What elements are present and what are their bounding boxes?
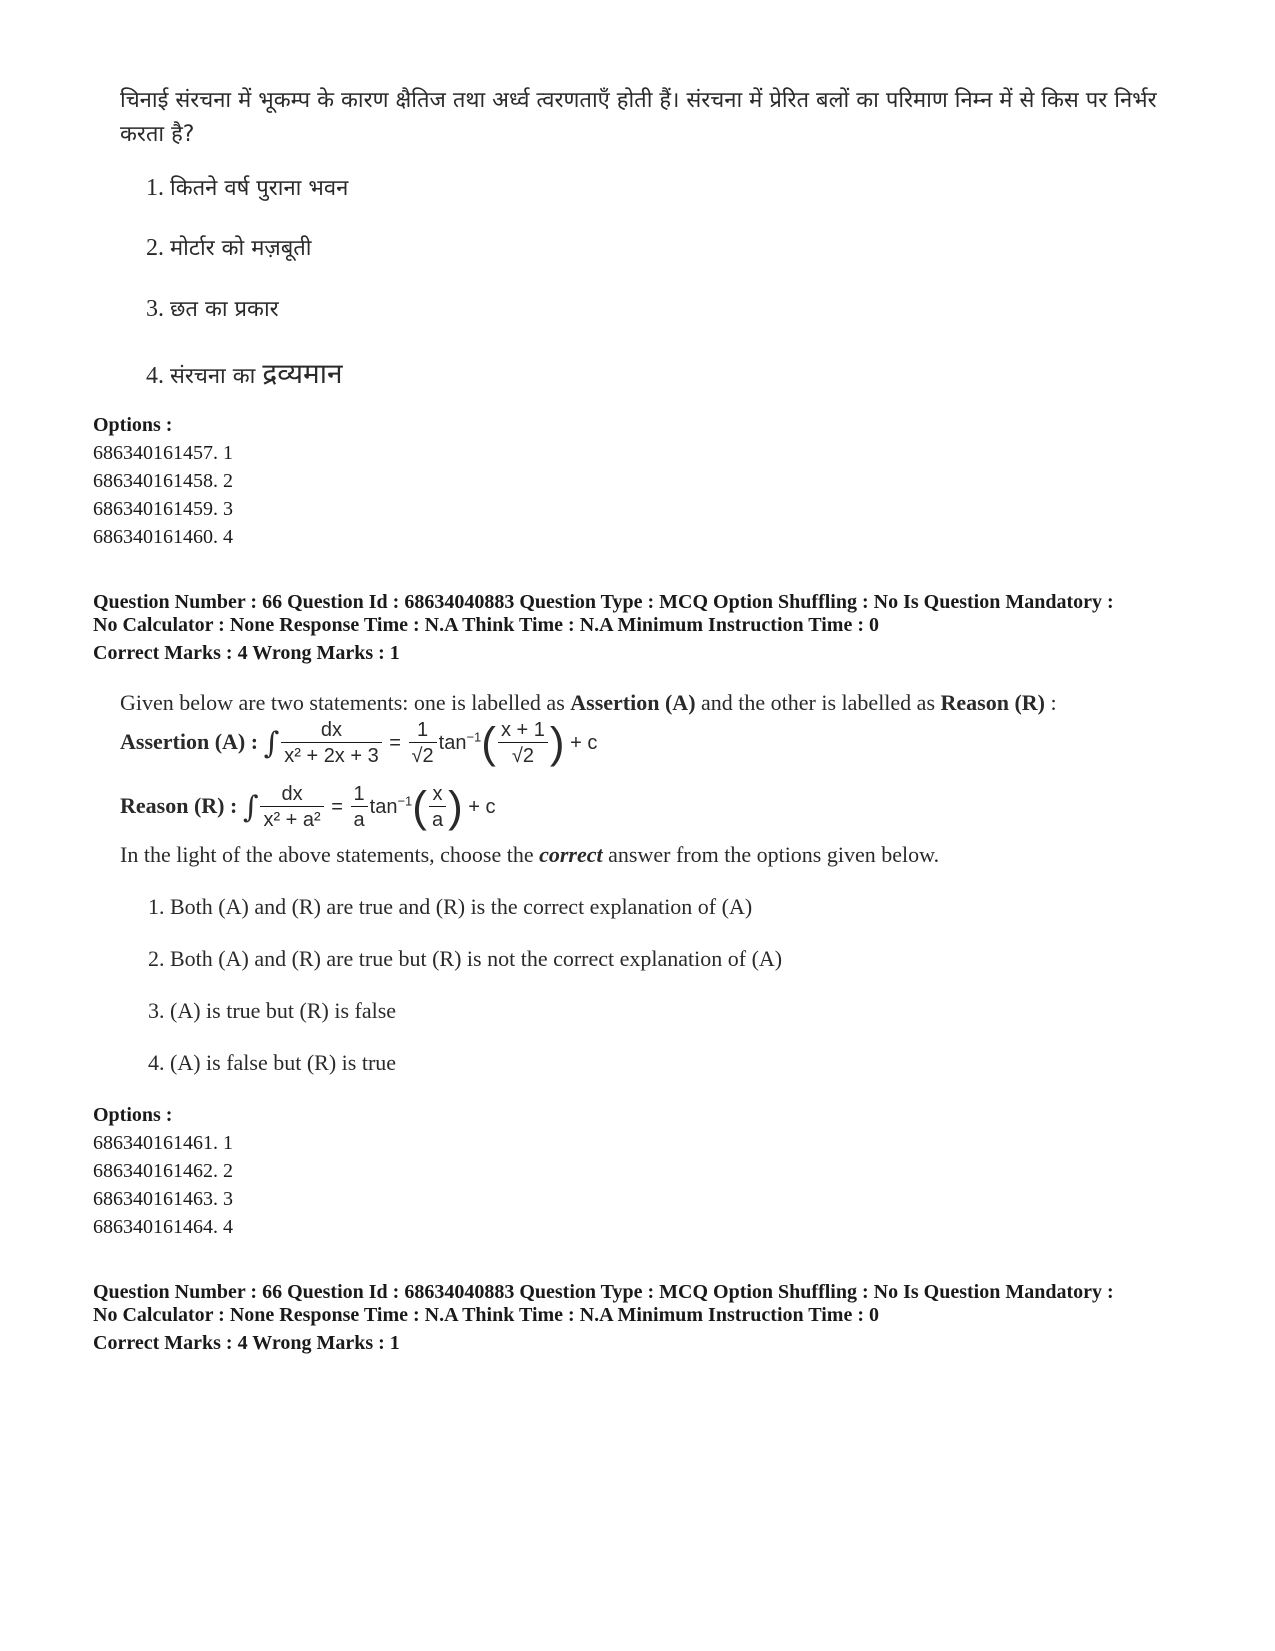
choice-4: 4. (A) is false but (R) is true [148, 1050, 397, 1075]
choice-number: 2. [146, 235, 164, 261]
marks-line: Correct Marks : 4 Wrong Marks : 1 [93, 1332, 400, 1354]
hindi-choice-3 [146, 293, 279, 323]
choice-number: 3. [146, 296, 164, 322]
marks-line: Correct Marks : 4 Wrong Marks : 1 [93, 642, 400, 664]
option-line: 686340161464. 4 [93, 1216, 233, 1238]
hindi-choice-1 [146, 172, 348, 202]
question-meta-line: No Calculator : None Response Time : N.A Think Time : N.A Minimum Instruction Time : 0 [93, 1304, 879, 1326]
instruction-line: In the light of the above statements, choose the correct answer from the options given below. [120, 842, 940, 867]
option-line: 686340161457. 1 [93, 442, 233, 464]
reason-statement [120, 782, 496, 833]
choice-text: संरचना का [170, 364, 256, 389]
choice-1: 1. Both (A) and (R) are true and (R) is the correct explanation of (A) [148, 894, 753, 919]
option-line: 686340161463. 3 [93, 1188, 233, 1210]
choice-text-large: द्रव्यमान [262, 357, 343, 390]
choice-text: छत का प्रकार [170, 297, 279, 322]
option-line: 686340161461. 1 [93, 1132, 233, 1154]
assertion-statement [120, 718, 597, 769]
question-meta-line: No Calculator : None Response Time : N.A Think Time : N.A Minimum Instruction Time : 0 [93, 614, 879, 636]
option-line: 686340161459. 3 [93, 498, 233, 520]
hindi-choice-4 [146, 354, 343, 392]
question-meta-line: Question Number : 66 Question Id : 68634040883 Question Type : MCQ Option Shuffling : No Is Question Mandatory : [93, 1281, 1114, 1303]
option-line: 686340161460. 4 [93, 526, 233, 548]
options-heading: Options : [93, 414, 173, 436]
assertion-formula: ∫ $\frac{dx}{\text{x² + 2x + 3}}$ = $\frac{1}{√2}$ $\tan^{-1}$( $\frac{x + 1}{√2}$ ) + c [263, 718, 598, 768]
choice-number: 4. [146, 363, 164, 389]
choice-text: मोर्टार को मज़बूती [170, 236, 312, 261]
question-meta-line: Question Number : 66 Question Id : 68634040883 Question Type : MCQ Option Shuffling : No Is Question Mandatory : [93, 591, 1114, 613]
option-line: 686340161462. 2 [93, 1160, 233, 1182]
statement-intro: Given below are two statements: one is labelled as Assertion (A) and the other is labelled as Reason (R) : [120, 690, 1057, 715]
reason-label: Reason (R) : [120, 792, 238, 818]
hindi-choice-2 [146, 232, 312, 262]
option-line: 686340161458. 2 [93, 470, 233, 492]
question-text-hindi: चिनाई संरचना में भूकम्प के कारण क्षैतिज तथा अर्ध्व त्वरणताएँ होती हैं। संरचना में प्रेरित बलों का परिमाण निम्न में से किस पर निर्भर करता है? [120, 88, 1157, 147]
choice-number: 1. [146, 175, 164, 201]
options-heading: Options : [93, 1104, 173, 1126]
choice-2: 2. Both (A) and (R) are true but (R) is not the correct explanation of (A) [148, 946, 783, 971]
assertion-label: Assertion (A) : [120, 728, 259, 754]
choice-3: 3. (A) is true but (R) is false [148, 998, 397, 1023]
reason-formula: ∫ $\frac{dx}{\text{x² + a²}}$ = $\frac{1}{a}$ $\tan^{-1}$( $\frac{x}{a}$ ) + c [242, 782, 496, 832]
choice-text: कितने वर्ष पुराना भवन [170, 176, 349, 201]
